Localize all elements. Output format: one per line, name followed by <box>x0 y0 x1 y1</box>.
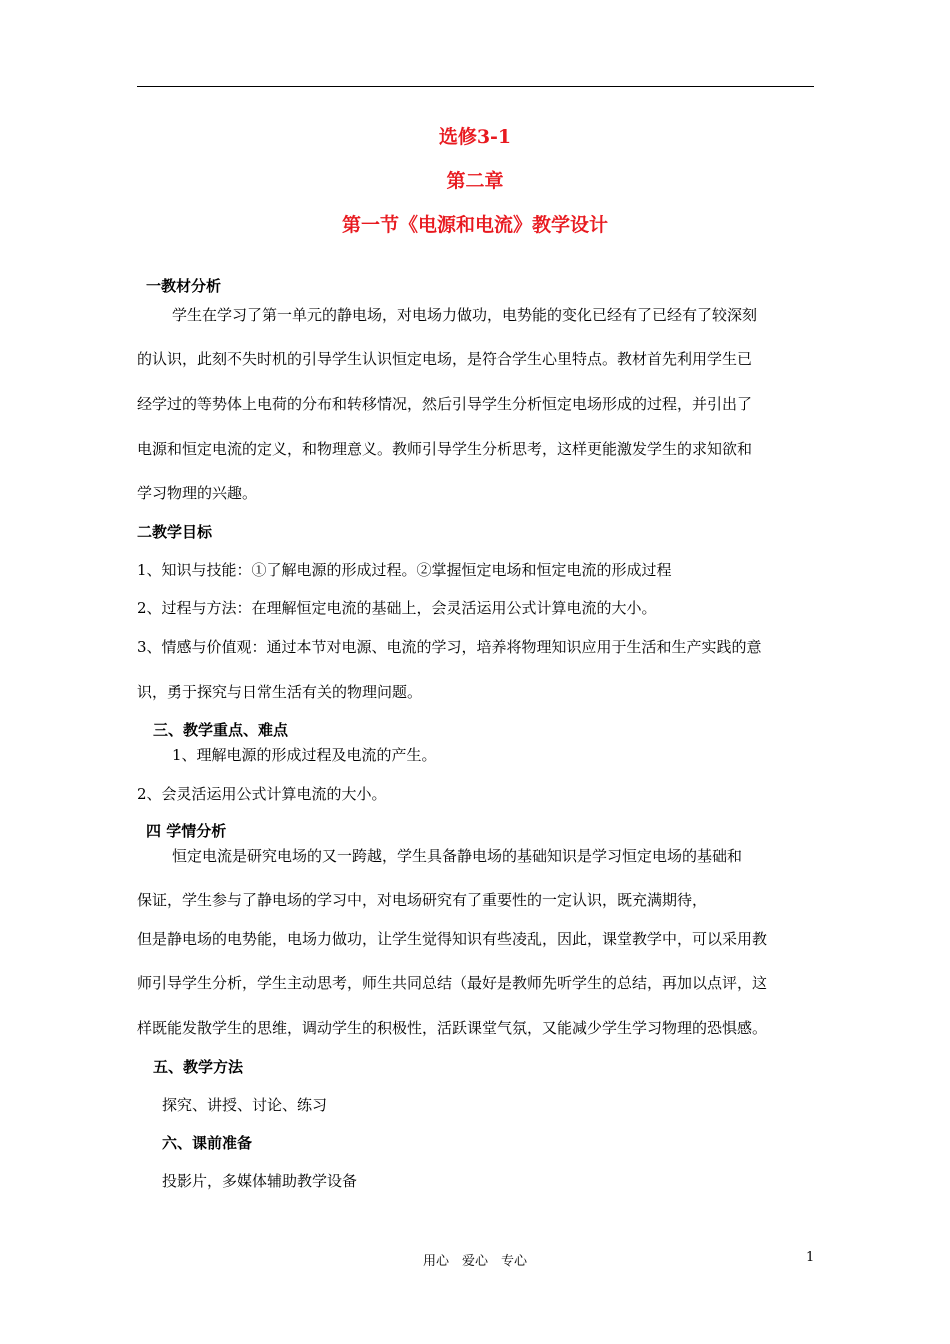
goal-line: 识，勇于探究与日常生活有关的物理问题。 <box>137 683 423 701</box>
goal-line: 1、知识与技能：①了解电源的形成过程。②掌握恒定电场和恒定电流的形成过程 <box>137 561 672 579</box>
key-point-line: 2、会灵活运用公式计算电流的大小。 <box>137 785 387 803</box>
heading-preparation: 六、课前准备 <box>162 1134 253 1152</box>
paragraph-line: 学生在学习了第一单元的静电场，对电场力做功，电势能的变化已经有了已经有了较深刻 <box>172 306 758 324</box>
heading-textbook-analysis: 一教材分析 <box>146 277 222 295</box>
paragraph-line: 师引导学生分析，学生主动思考，师生共同总结（最好是教师先听学生的总结，再加以点评，这 <box>137 974 768 992</box>
paragraph-line: 恒定电流是研究电场的又一跨越，学生具备静电场的基础知识是学习恒定电场的基础和 <box>172 847 743 865</box>
paragraph-line: 但是静电场的电势能，电场力做功，让学生觉得知识有些凌乱，因此，课堂教学中，可以采用教 <box>137 930 768 948</box>
heading-key-points: 三、教学重点、难点 <box>153 721 289 739</box>
heading-student-analysis: 四 学情分析 <box>146 822 227 840</box>
goal-line: 2、过程与方法：在理解恒定电流的基础上，会灵活运用公式计算电流的大小。 <box>137 599 657 617</box>
goal-line: 3、情感与价值观：通过本节对电源、电流的学习，培养将物理知识应用于生活和生产实践的意 <box>137 638 762 656</box>
heading-teaching-goals: 二教学目标 <box>137 523 213 541</box>
page-number: 1 <box>806 1250 815 1265</box>
paragraph-line: 保证，学生参与了静电场的学习中，对电场研究有了重要性的一定认识，既充满期待， <box>137 891 708 909</box>
preparation-line: 投影片，多媒体辅助教学设备 <box>162 1172 358 1190</box>
header-rule <box>137 86 814 87</box>
key-point-line: 1、理解电源的形成过程及电流的产生。 <box>172 746 437 764</box>
title-course: 选修3-1 <box>438 126 512 148</box>
paragraph-line: 样既能发散学生的思维，调动学生的积极性，活跃课堂气氛，又能减少学生学习物理的恐惧感。 <box>137 1019 768 1037</box>
paragraph-line: 经学过的等势体上电荷的分布和转移情况，然后引导学生分析恒定电场形成的过程，并引出了 <box>137 395 753 413</box>
paragraph-line: 的认识，此刻不失时机的引导学生认识恒定电场，是符合学生心里特点。教材首先利用学生已 <box>137 350 753 368</box>
title-chapter: 第二章 <box>446 170 504 192</box>
methods-line: 探究、讲授、讨论、练习 <box>162 1096 328 1114</box>
footer-motto: 用心 爱心 专心 <box>422 1254 527 1269</box>
paragraph-line: 学习物理的兴趣。 <box>137 484 258 502</box>
title-lesson: 第一节《电源和电流》教学设计 <box>341 214 608 236</box>
paragraph-line: 电源和恒定电流的定义，和物理意义。教师引导学生分析思考，这样更能激发学生的求知欲和 <box>137 440 753 458</box>
heading-teaching-methods: 五、教学方法 <box>153 1058 244 1076</box>
